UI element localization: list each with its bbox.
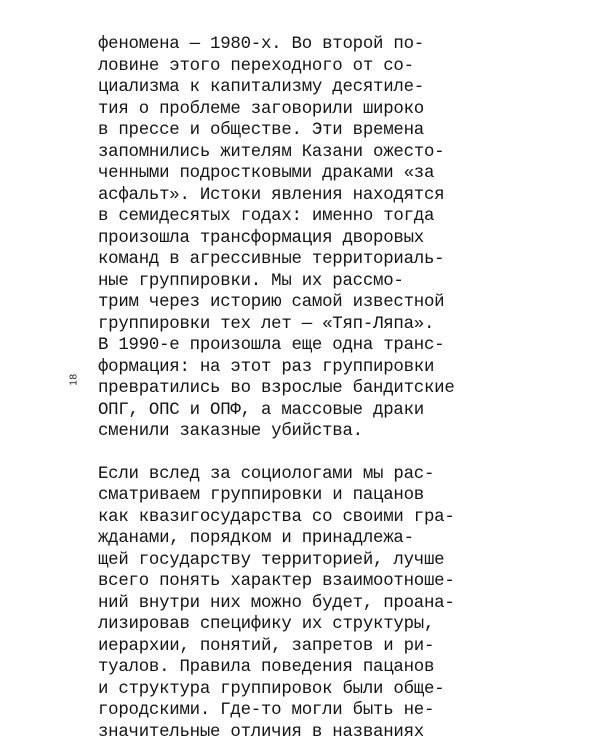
text-line: асфальт». Истоки явления находятся: [98, 185, 445, 205]
paragraph-2: [98, 464, 498, 744]
page-number: 18: [68, 373, 80, 386]
text-line: формация: на этот раз группировки: [98, 357, 435, 377]
text-line: ОПГ, ОПС и ОПФ, а массовые драки: [98, 400, 424, 420]
text-line: как квазигосударства со своими гра-: [98, 507, 455, 527]
text-line: жданами, порядком и принадлежа-: [98, 529, 414, 548]
text-line: ные группировки. Мы их рассмо-: [98, 271, 404, 291]
text-line: трим через историю самой известной: [98, 293, 445, 312]
text-line: лизировав специфику их структуры,: [98, 615, 435, 634]
text-line: команд в агрессивные территориаль-: [98, 250, 445, 269]
text-line: превратились во взрослые бандитские: [98, 379, 455, 398]
text-line: сменили заказные убийства.: [98, 422, 363, 441]
text-line: ченными подростковыми драками «за: [98, 164, 435, 183]
text-line: городскими. Где-то могли быть не-: [98, 701, 435, 720]
paragraph-gap: [98, 443, 498, 464]
text-line: группировки тех лет — «Тяп-Ляпа».: [98, 314, 435, 334]
text-line: запомнились жителям Казани ожесто-: [98, 142, 445, 162]
text-line: циализма к капитализму десятиле-: [98, 78, 424, 97]
text-line: иерархии, понятий, запретов и ри-: [98, 636, 435, 656]
text-line: Если вслед за социологами мы рас-: [98, 464, 435, 484]
text-line: ний внутри них можно будет, проана-: [98, 593, 455, 613]
text-line: значительные отличия в названиях: [98, 722, 424, 742]
text-line: щей государству территорией, лучше: [98, 550, 445, 570]
paragraph-1: [98, 34, 498, 443]
text-line: тия о проблеме заговорили широко: [98, 99, 424, 119]
text-line: В 1990-е произошла еще одна транс-: [98, 336, 445, 355]
text-line: произошла трансформация дворовых: [98, 228, 424, 248]
text-column: [98, 34, 498, 743]
text-line: сматриваем группировки и пацанов: [98, 486, 424, 505]
text-line: в семидесятых годах: именно тогда: [98, 207, 435, 226]
text-line: всего понять характер взаимоотноше-: [98, 572, 455, 591]
text-line: и структура группировок были обще-: [98, 679, 445, 699]
text-line: в прессе и обществе. Эти времена: [98, 121, 424, 140]
text-line: феномена — 1980-х. Во второй по-: [98, 35, 424, 54]
text-line: туалов. Правила поведения пацанов: [98, 658, 435, 677]
text-line: ловине этого переходного от со-: [98, 56, 414, 76]
